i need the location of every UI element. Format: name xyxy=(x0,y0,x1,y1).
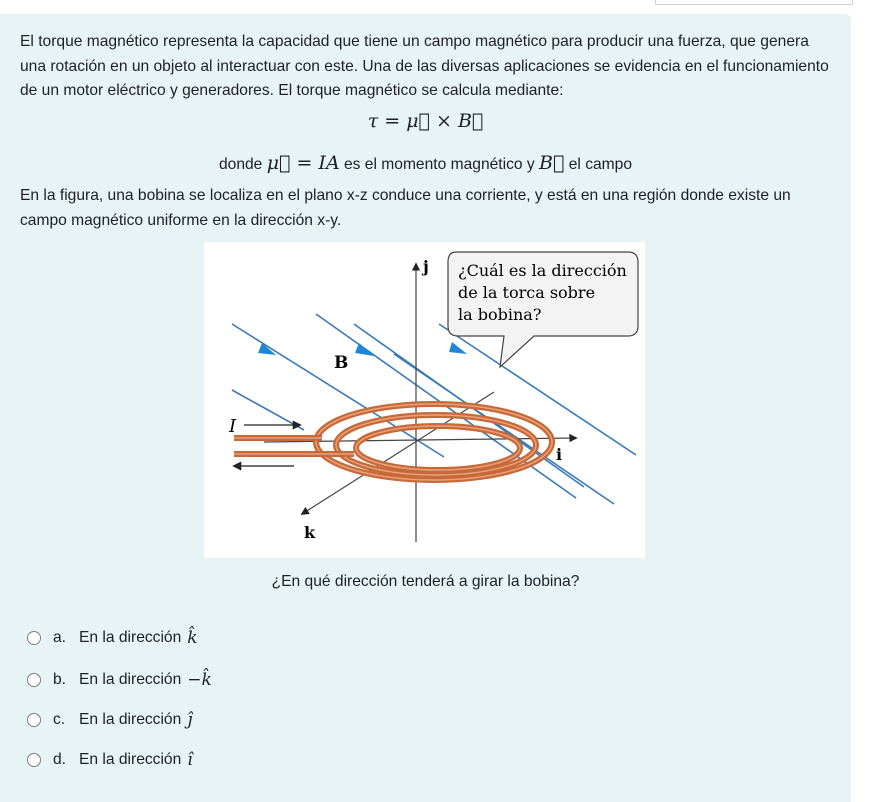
where-suffix: el campo xyxy=(564,156,633,173)
where-middle: es el momento magnético y xyxy=(339,156,540,173)
option-a-math: k̂ xyxy=(187,628,198,648)
torque-formula-text: τ = μ⃗ × B⃗ xyxy=(367,110,484,132)
field-arrow-heads xyxy=(258,342,467,356)
top-tab xyxy=(655,0,853,5)
option-d-text: En la dirección xyxy=(79,751,182,768)
option-b[interactable] xyxy=(27,669,212,691)
option-b-letter: b. xyxy=(53,671,67,688)
option-d[interactable] xyxy=(27,749,193,771)
label-i: i xyxy=(556,445,563,464)
option-b-math: −k̂ xyxy=(187,670,212,690)
intro-paragraph: El torque magnético representa la capacidad que tiene un campo magnético para producir una fuerza, que genera una rotación en un objeto al interactuar con este. Una de las diversas aplicaciones se evidencia en el funcionamiento de un motor eléctrico y generadores. El torque magnético se calcula mediante: xyxy=(20,33,829,99)
option-a-text: En la dirección xyxy=(79,629,182,646)
option-c-letter: c. xyxy=(53,711,66,728)
option-d-math: î xyxy=(187,750,193,770)
option-c-math: ĵ xyxy=(187,710,193,730)
label-k: k xyxy=(304,523,316,542)
option-c-text: En la dirección xyxy=(79,711,182,728)
option-d-letter: d. xyxy=(53,751,67,768)
label-j: j xyxy=(423,257,429,276)
bubble-line-1: ¿Cuál es la dirección xyxy=(458,261,627,280)
option-c-radio[interactable] xyxy=(27,713,41,727)
option-c[interactable] xyxy=(27,709,193,731)
bubble-line-2: de la torca sobre xyxy=(458,283,596,302)
figure-description: En la figura, una bobina se localiza en el plano x-z conduce una corriente, y está en una región donde existe un campo magnético uniforme en la dirección x-y. xyxy=(20,187,791,229)
label-I: I xyxy=(229,416,237,437)
option-b-radio[interactable] xyxy=(27,673,41,687)
bubble-line-3: la bobina? xyxy=(458,305,542,324)
option-a-radio[interactable] xyxy=(27,631,41,645)
magnetic-moment-formula: μ⃗ = IA xyxy=(266,152,340,174)
label-B: B xyxy=(334,353,349,373)
question-prompt: ¿En qué dirección tenderá a girar la bobina? xyxy=(271,573,580,590)
coil-figure xyxy=(204,242,645,558)
where-line xyxy=(0,152,851,174)
option-b-text: En la dirección xyxy=(79,671,182,688)
option-a[interactable] xyxy=(27,627,198,649)
where-prefix: donde xyxy=(218,156,267,173)
field-symbol: B⃗ xyxy=(539,152,565,174)
torque-formula xyxy=(0,110,851,132)
option-a-letter: a. xyxy=(53,629,67,646)
option-d-radio[interactable] xyxy=(27,753,41,767)
